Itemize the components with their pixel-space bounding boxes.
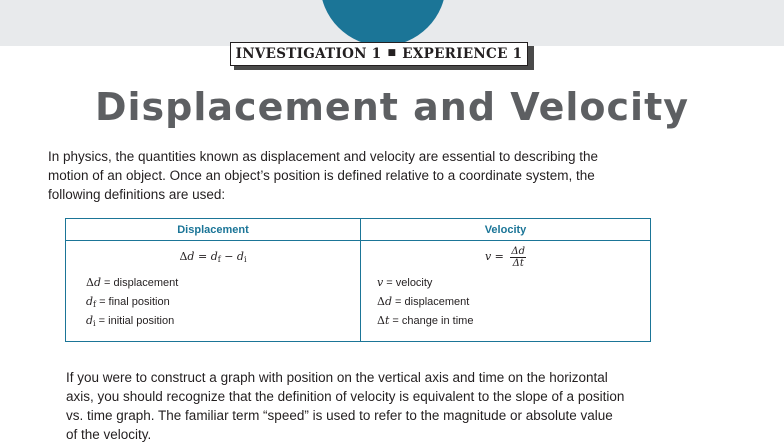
- displacement-cell: [66, 241, 361, 342]
- list-item: Δt = change in time: [377, 314, 474, 327]
- velocity-cell: [361, 241, 651, 342]
- displacement-definitions: [66, 273, 360, 330]
- displacement-heading: Displacement: [66, 219, 361, 241]
- velocity-definitions: [361, 273, 650, 330]
- section-label: [230, 42, 530, 66]
- list-item: v = velocity: [377, 276, 433, 289]
- closing-paragraph: If you were to construct a graph with position on the vertical axis and time on the horizontal axis, you should recognize that the definition of velocity is equivalent to the slope of a position vs. time graph. The familiar term “speed” is used to refer to the magnitude or absolute value of the velocity.: [66, 370, 625, 442]
- list-item: $d_i$ = initial position: [86, 314, 175, 328]
- page-title: Displacement and Velocity: [94, 85, 690, 129]
- intro-paragraph: In physics, the quantities known as displacement and velocity are essential to describing the motion of an object. Once an object’s position is defined relative to a coordinate system, the following definitions are used:: [48, 149, 599, 202]
- list-item: Δd = displacement: [86, 276, 179, 289]
- separator-icon: ■: [387, 48, 397, 58]
- definitions-table: [65, 218, 651, 342]
- displacement-equation: $\Delta d = d_f - d_i$: [179, 250, 247, 264]
- velocity-equation: v = $\frac{\Delta d}{\Delta t}$: [484, 245, 526, 269]
- list-item: $d_f$ = final position: [86, 295, 170, 309]
- velocity-heading: Velocity: [361, 219, 651, 241]
- list-item: Δd = displacement: [377, 295, 470, 308]
- investigation-label: INVESTIGATION 1: [235, 46, 382, 62]
- experience-label: EXPERIENCE 1: [402, 46, 523, 62]
